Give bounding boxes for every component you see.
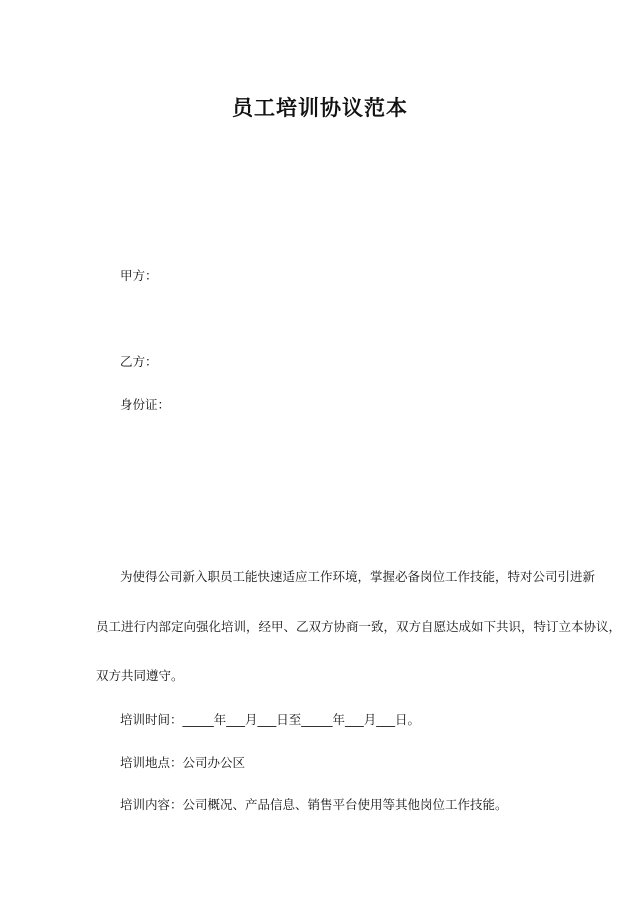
id-card-label: 身份证：: [120, 397, 171, 412]
paragraph-line-1: 为使得公司新入职员工能快速适应工作环境，掌握必备岗位工作技能，特对公司引进新: [120, 569, 596, 584]
paragraph-line-2: 员工进行内部定向强化培训，经甲、乙双方协商一致，双方自愿达成如下共识，特订立本协议，: [96, 619, 622, 634]
party-b-label: 乙方：: [120, 354, 158, 369]
training-time: 培训时间：_____年___月___日至_____年___月___日。: [120, 712, 421, 727]
paragraph-line-3: 双方共同遵守。: [96, 668, 184, 683]
training-location: 培训地点：公司办公区: [120, 755, 246, 770]
document-title: 员工培训协议范本: [232, 96, 408, 120]
training-content: 培训内容：公司概况、产品信息、销售平台使用等其他岗位工作技能。: [120, 797, 508, 812]
party-a-label: 甲方：: [120, 268, 158, 283]
